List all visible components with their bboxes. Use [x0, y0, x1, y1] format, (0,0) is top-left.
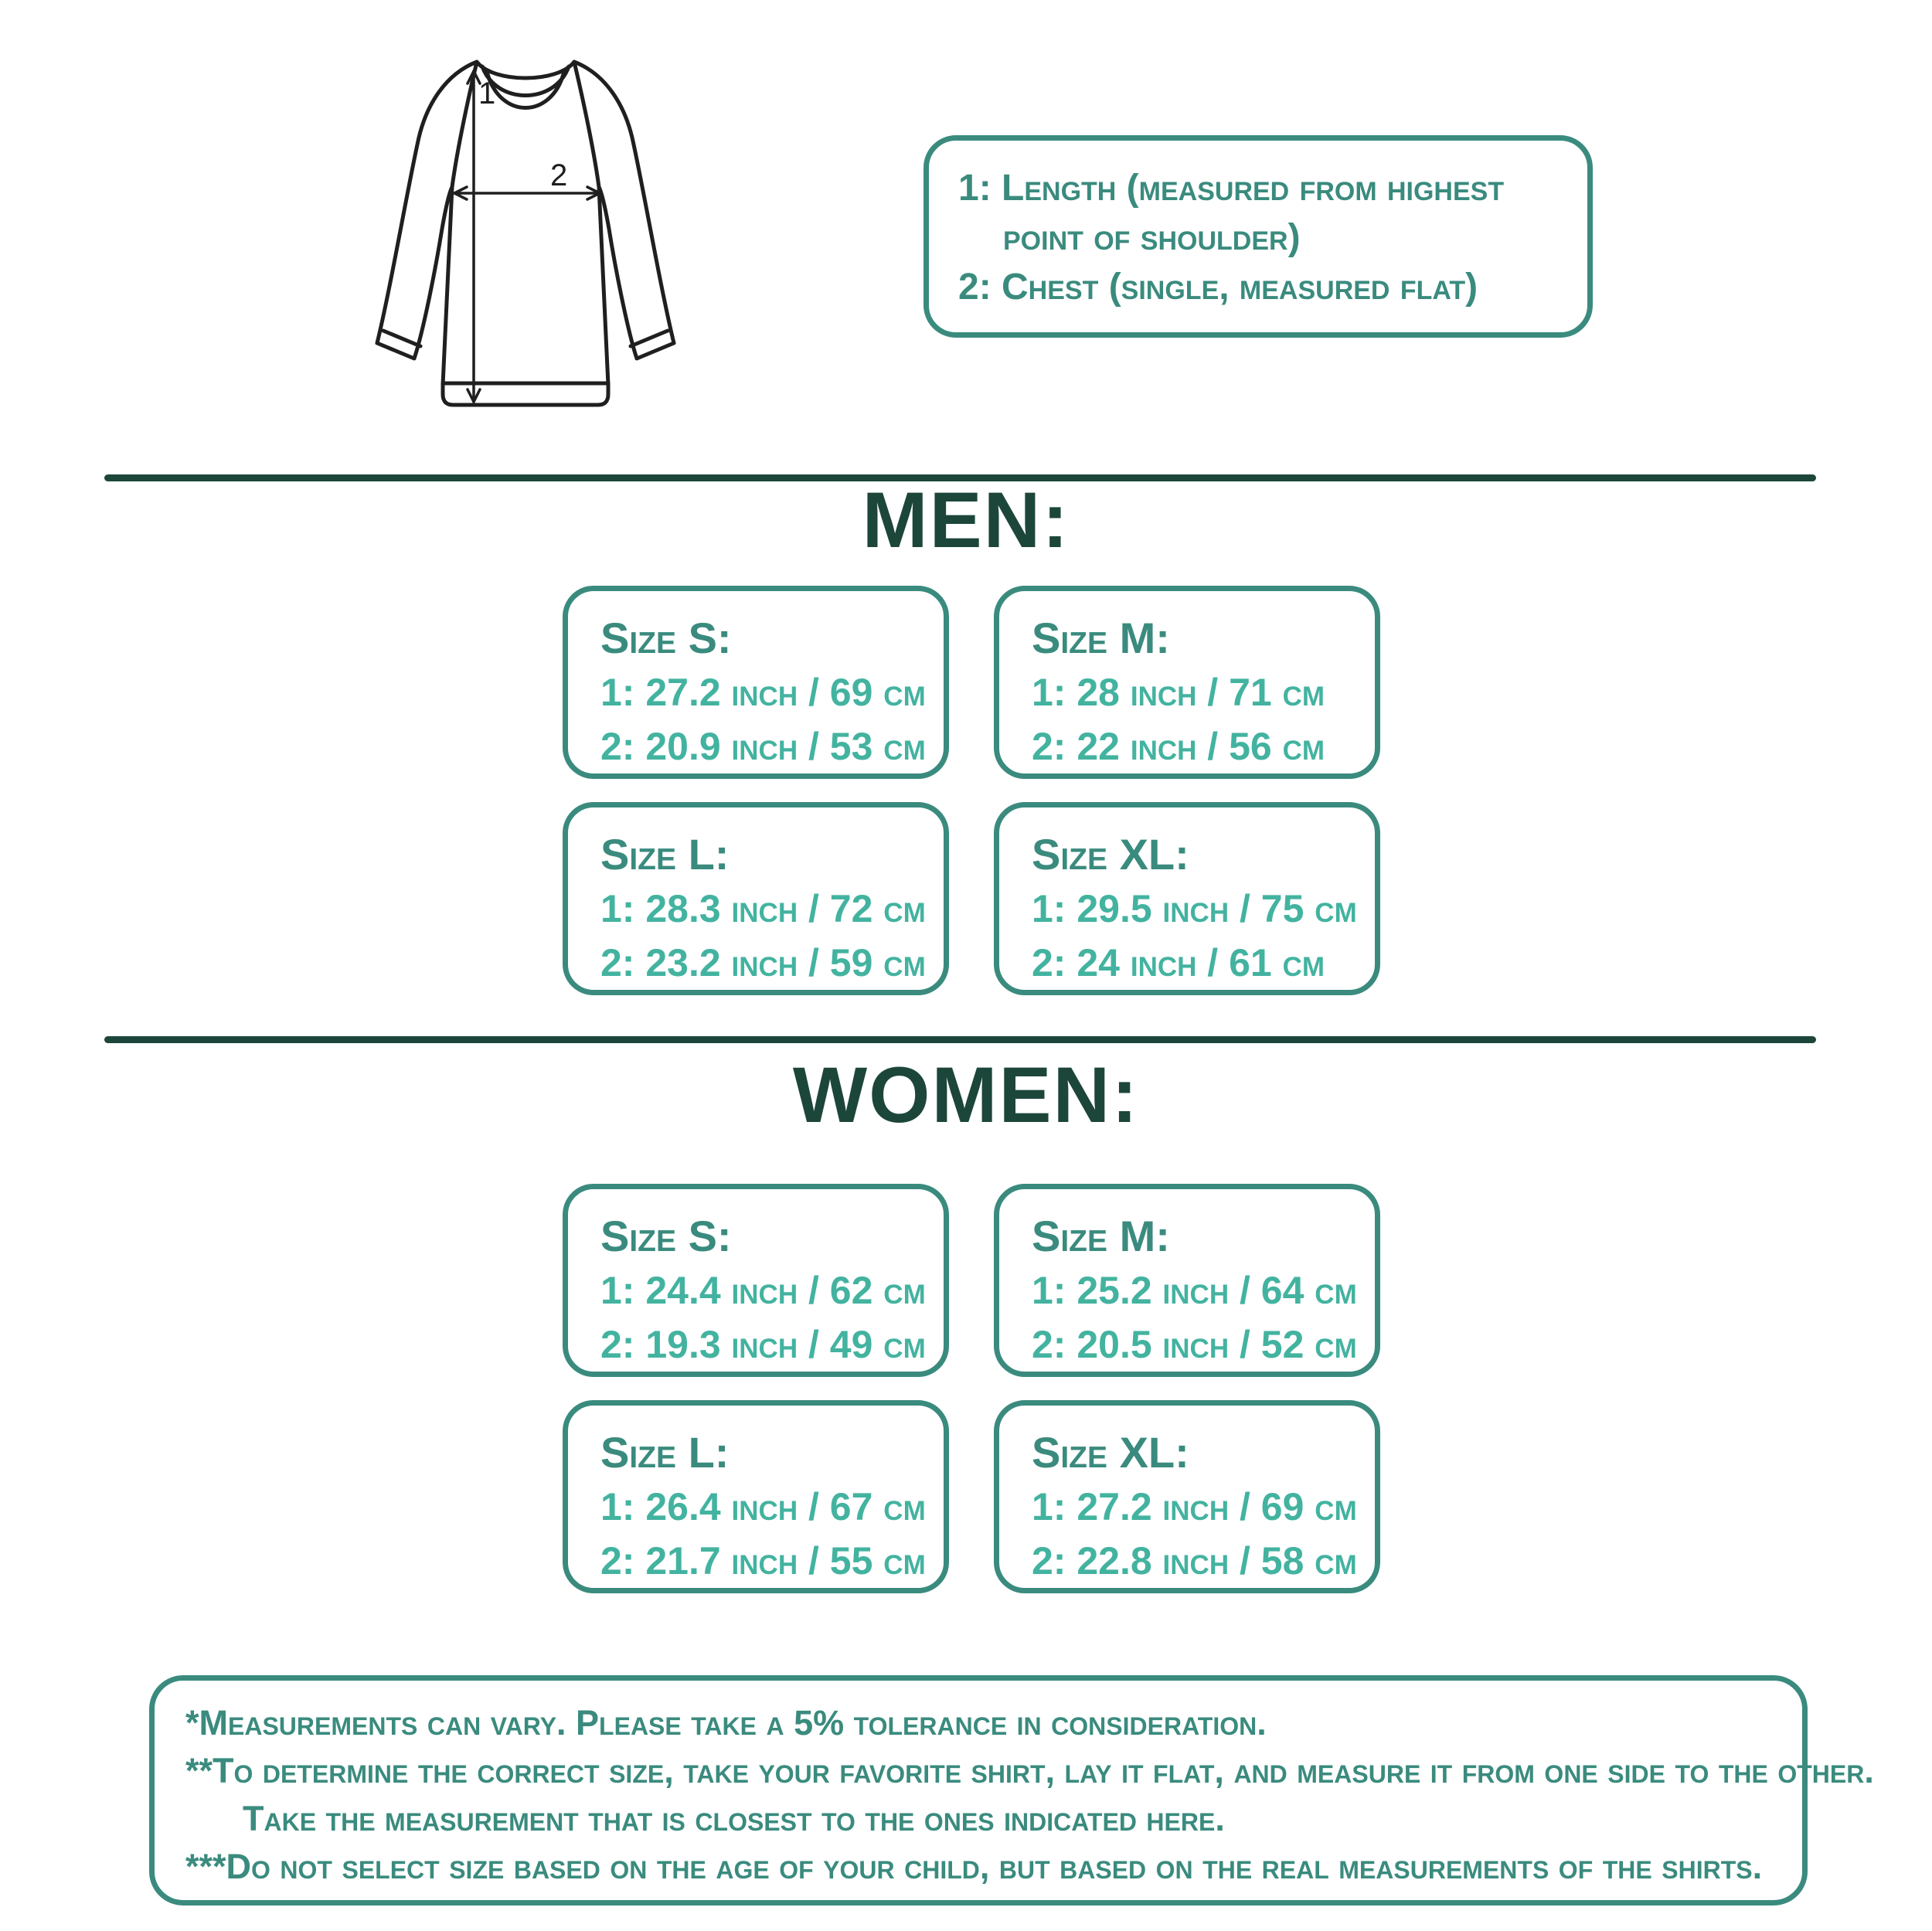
size-label: Size S: [600, 614, 732, 662]
size-value-length: 1: 24.4 inch / 62 cm [600, 1269, 926, 1312]
size-value-chest: 2: 20.9 inch / 53 cm [600, 725, 926, 768]
footnote-line-determine-size-wrap: Take the measurement that is closest to the ones indicated here. [243, 1799, 1225, 1838]
men-heading: MEN: [862, 475, 1070, 564]
arrow-2-label: 2 [550, 158, 568, 192]
women-size-grid [563, 1184, 1382, 1593]
size-box-women-l [563, 1400, 949, 1593]
size-label: Size M: [1032, 614, 1170, 662]
size-value-length: 1: 29.5 inch / 75 cm [1032, 887, 1357, 930]
size-box-men-l [563, 802, 949, 995]
size-label: Size XL: [1032, 830, 1189, 879]
footnote-line-tolerance: *Measurements can vary. Please take a 5% tolerance in consideration. [185, 1703, 1267, 1742]
shirt-diagram [363, 39, 688, 425]
size-label: Size L: [600, 1428, 730, 1477]
size-box-men-s [563, 586, 949, 779]
legend-line-length-wrap: point of shoulder) [1003, 217, 1301, 258]
legend-box [923, 135, 1593, 338]
size-value-length: 1: 25.2 inch / 64 cm [1032, 1269, 1357, 1312]
size-value-chest: 2: 21.7 inch / 55 cm [600, 1539, 926, 1583]
footnote-box [149, 1675, 1874, 1906]
size-value-length: 1: 27.2 inch / 69 cm [600, 671, 926, 714]
size-value-chest: 2: 22.8 inch / 58 cm [1032, 1539, 1357, 1583]
legend-line-length: 1: Length (measured from highest [958, 168, 1505, 209]
women-heading: WOMEN: [792, 1050, 1140, 1139]
women-section-divider [104, 1036, 1816, 1043]
size-value-length: 1: 26.4 inch / 67 cm [600, 1485, 926, 1528]
size-value-length: 1: 27.2 inch / 69 cm [1032, 1485, 1357, 1528]
size-value-length: 1: 28.3 inch / 72 cm [600, 887, 926, 930]
footnote-line-determine-size: **To determine the correct size, take your favorite shirt, lay it flat, and measure it from one side to the other. [185, 1751, 1874, 1790]
size-box-men-m [994, 586, 1380, 779]
size-value-chest: 2: 19.3 inch / 49 cm [600, 1323, 926, 1366]
size-box-women-xl [994, 1400, 1380, 1593]
size-label: Size S: [600, 1212, 732, 1260]
men-size-grid [563, 586, 1382, 995]
size-label: Size M: [1032, 1212, 1170, 1260]
size-value-chest: 2: 23.2 inch / 59 cm [600, 941, 926, 984]
footnote-line-child-size: ***Do not select size based on the age of your child, but based on the real measurements of the shirts. [185, 1847, 1763, 1886]
size-value-chest: 2: 22 inch / 56 cm [1032, 725, 1325, 768]
size-value-chest: 2: 24 inch / 61 cm [1032, 941, 1325, 984]
legend-line-chest: 2: Chest (single, measured flat) [958, 267, 1478, 308]
size-box-women-s [563, 1184, 949, 1377]
arrow-1-label: 1 [478, 76, 496, 110]
size-value-length: 1: 28 inch / 71 cm [1032, 671, 1325, 714]
size-box-women-m [994, 1184, 1380, 1377]
size-label: Size L: [600, 830, 730, 879]
shirt-outline [377, 62, 674, 405]
size-label: Size XL: [1032, 1428, 1189, 1477]
measure-arrow-1 [468, 71, 480, 402]
measure-arrow-2 [454, 187, 600, 199]
size-value-chest: 2: 20.5 inch / 52 cm [1032, 1323, 1357, 1366]
size-box-men-xl [994, 802, 1380, 995]
